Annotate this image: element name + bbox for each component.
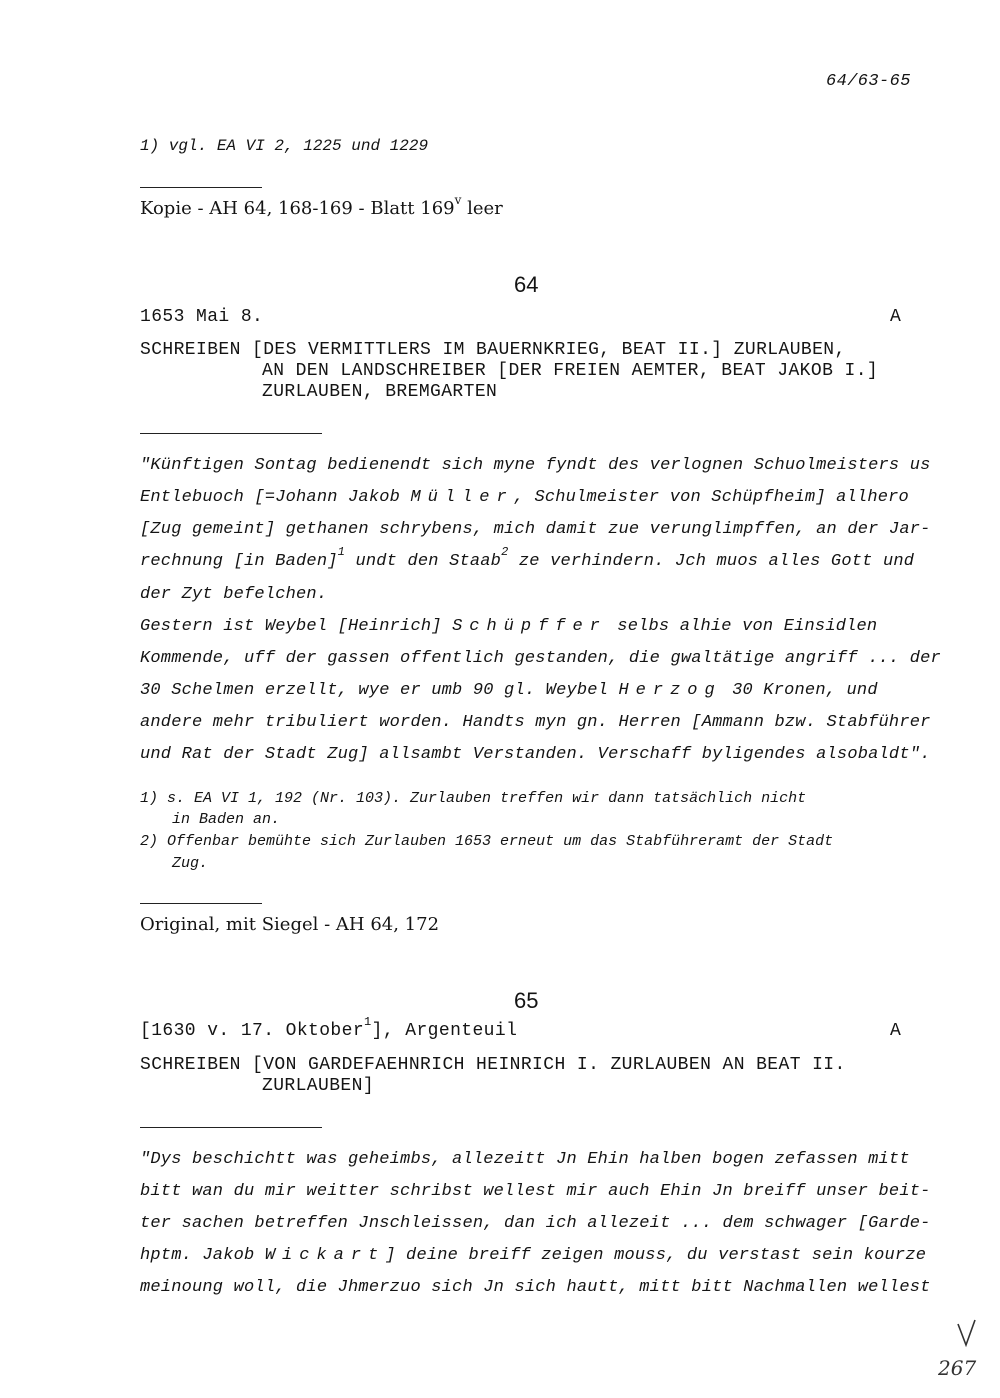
doc64-text-line: der Zyt befelchen. <box>140 585 328 604</box>
doc64-date: 1653 Mai 8. <box>140 307 264 327</box>
prev-source-tail: leer <box>461 198 503 219</box>
divider <box>140 433 322 434</box>
doc65-text-line: meinoung woll, die Jhmerzuo sich Jn sich hautt, mitt bitt Nachmallen wellest <box>140 1278 931 1297</box>
person-name: Schüpffer <box>452 617 607 636</box>
doc65-text-line: hptm. Jakob Wickart] deine breiff zeigen mouss, du verstast sein kourze <box>140 1246 927 1265</box>
person-name: Herzog <box>618 681 722 700</box>
doc64-footnote-1: 1) s. EA VI 1, 192 (Nr. 103). Zurlauben treffen wir dann tatsächlich nicht <box>140 790 807 807</box>
person-name: Wickart <box>264 1246 386 1265</box>
prev-footnote: 1) vgl. EA VI 2, 1225 und 1229 <box>140 137 429 155</box>
doc64-text-line: Kommende, uff der gassen offentlich gestanden, die gwaltätige angriff ... der <box>140 649 941 668</box>
doc64-footnote-2-cont: Zug. <box>172 855 209 872</box>
doc65-title-line-1: SCHREIBEN [VON GARDEFAEHNRICH HEINRICH I. ZURLAUBEN AN BEAT II. <box>140 1055 846 1075</box>
footnote-ref: 1 <box>337 545 346 560</box>
divider <box>140 1127 322 1128</box>
footnote-ref: 1 <box>364 1015 372 1029</box>
footnote-ref: 2 <box>501 545 509 560</box>
handwritten-page-number: 267 <box>938 1356 977 1380</box>
doc65-text-line: "Dys beschichtt was geheimbs, allezeitt Jn Ehin halben bogen zefassen mitt <box>140 1150 910 1169</box>
doc64-text-line: 30 Schelmen erzellt, wye er umb 90 gl. Weybel Herzog 30 Kronen, und <box>140 681 878 700</box>
doc65-title-line-2: ZURLAUBEN] <box>262 1076 375 1096</box>
doc65-text-line: bitt wan du mir weitter schribst wellest mir auch Ehin Jn breiff unser beit- <box>140 1182 931 1201</box>
doc65-mark: A <box>890 1021 902 1041</box>
doc64-title-line-2: AN DEN LANDSCHREIBER [DER FREIEN AEMTER, BEAT JAKOB I.] <box>262 361 879 381</box>
doc64-title-line-3: ZURLAUBEN, BREMGARTEN <box>262 382 498 402</box>
page-reference: 64/63-65 <box>826 72 911 91</box>
divider <box>140 187 262 188</box>
doc64-text-line: "Künftigen Sontag bedienendt sich myne fyndt des verlognen Schuolmeisters us <box>140 456 931 475</box>
doc64-title-line-1: SCHREIBEN [DES VERMITTLERS IM BAUERNKRIEG, BEAT II.] ZURLAUBEN, <box>140 340 846 360</box>
doc64-footnote-2: 2) Offenbar bemühte sich Zurlauben 1653 erneut um das Stabführeramt der Stadt <box>140 833 834 850</box>
doc64-text-line: Entlebuoch [=Johann Jakob Müller, Schulmeister von Schüpfheim] allhero <box>140 488 909 507</box>
doc64-text-line: Gestern ist Weybel [Heinrich] Schüpffer selbs alhie von Einsidlen <box>140 617 878 636</box>
doc65-date: [1630 v. 17. Oktober$^1$], Argenteuil <box>140 1015 518 1041</box>
doc65-text-line: ter sachen betreffen Jnschleissen, dan ich allezeit ... dem schwager [Garde- <box>140 1214 931 1233</box>
doc64-mark: A <box>890 307 902 327</box>
doc65-number: 65 <box>514 988 539 1013</box>
checkmark-icon <box>955 1318 979 1348</box>
doc64-text-line: [Zug gemeint] gethanen schrybens, mich damit zue verunglimpffen, an der Jar- <box>140 520 931 539</box>
prev-source-sup: v <box>454 193 462 207</box>
person-name: Müller <box>410 488 514 507</box>
doc64-number: 64 <box>514 272 539 297</box>
prev-source-line <box>140 193 503 219</box>
doc64-text-line: andere mehr tribuliert worden. Handts myn gn. Herren [Ammann bzw. Stabführer <box>140 713 931 732</box>
divider <box>140 903 262 904</box>
doc64-footnote-1-cont: in Baden an. <box>172 811 281 828</box>
doc64-source: Original, mit Siegel - AH 64, 172 <box>140 914 440 935</box>
doc64-text-line: rechnung [in Baden]$^1$ undt den Staab$^2$ ze verhindern. Jch muos alles Gott und <box>140 545 915 571</box>
prev-source-text: Kopie - AH 64, 168-169 - Blatt 169 <box>140 198 455 219</box>
doc64-text-line: und Rat der Stadt Zug] allsambt Verstanden. Verschaff byligendes alsobaldt". <box>140 745 931 764</box>
